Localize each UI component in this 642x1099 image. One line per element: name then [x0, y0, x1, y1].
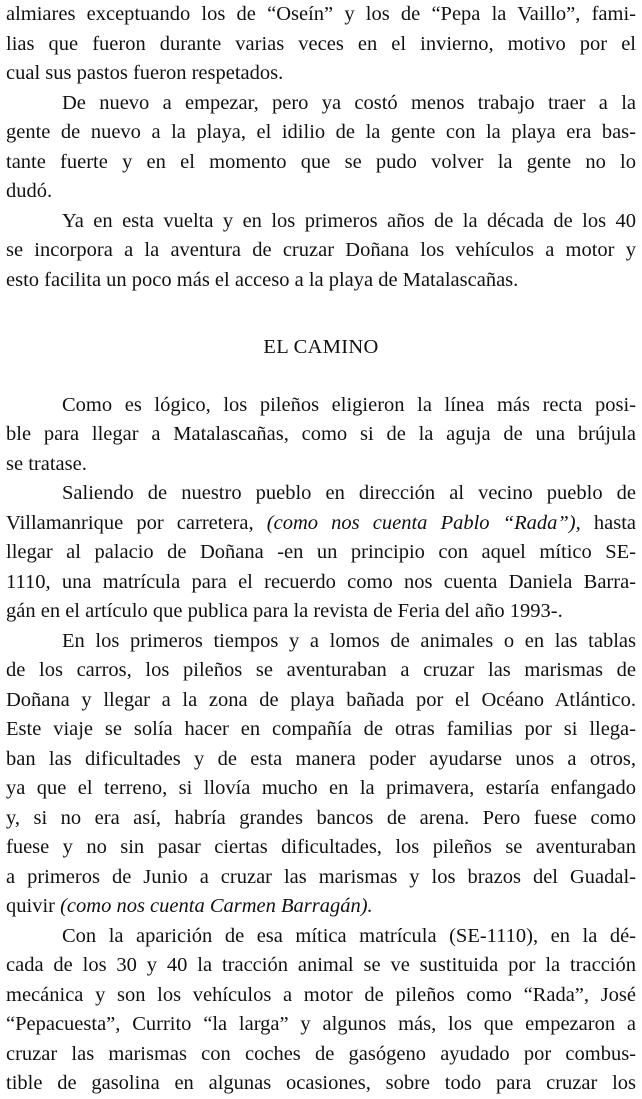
- text-line: cual sus pastos fueron respetados.: [6, 62, 284, 84]
- text-segment: quivir: [6, 895, 61, 917]
- text-line: En los primeros tiempos y a lomos de animales o en las tablas: [62, 629, 636, 652]
- text-line: esto facilita un poco más el acceso a la playa de Matalascañas.: [6, 268, 519, 291]
- text-line: de los carros, los pileños se aventuraban a cruzar las marismas de: [6, 659, 636, 681]
- text-segment: Villamanrique por carretera,: [6, 511, 267, 534]
- text-line: Saliendo de nuestro pueblo en dirección al vecino pueblo de: [62, 482, 636, 504]
- text-line: cada de los 30 y 40 la tracción animal se ve sustituida por la tracción: [6, 954, 636, 976]
- text-line: 1110, una matrícula para el recuerdo como nos cuenta Daniela Barra-: [6, 570, 636, 593]
- paragraph: [6, 391, 636, 480]
- text-line: “Pepacuesta”, Currito “la larga” y algunos más, los que empezaron a: [6, 1013, 636, 1035]
- text-line: tible de gasolina en algunas ocasiones, sobre todo para cruzar los: [6, 1072, 636, 1094]
- paragraph: [6, 627, 636, 922]
- text-segment: hasta: [580, 511, 637, 534]
- text-line: gente de nuevo a la playa, el idilio de la gente con la playa era bas-: [6, 121, 636, 143]
- paragraph: [6, 89, 636, 207]
- text-line: se tratase.: [6, 452, 87, 475]
- paragraph: [6, 207, 636, 296]
- italic-citation: (como nos cuenta Pablo “Rada”),: [266, 511, 581, 534]
- italic-citation: (como nos cuenta Carmen Barragán).: [60, 895, 373, 917]
- text-line: Doñana y llegar a la zona de playa bañada por el Océano Atlántico.: [6, 688, 636, 711]
- spacer: [6, 295, 636, 333]
- text-line: ble para llegar a Matalascañas, como si de la aguja de una brújula: [6, 423, 636, 445]
- text-line: se incorpora a la aventura de cruzar Doñana los vehículos a motor y: [6, 239, 636, 261]
- text-line: dudó.: [6, 180, 53, 202]
- text-line: Como es lógico, los pileños eligieron la línea más recta posi-: [62, 393, 636, 416]
- paragraph: [6, 922, 636, 1099]
- text-line: mecánica y son los vehículos a motor de pileños como “Rada”, José: [6, 983, 636, 1006]
- spacer: [6, 363, 636, 391]
- text-line: tante fuerte y en el momento que se pudo volver la gente no lo: [6, 150, 636, 173]
- document-page: [6, 0, 636, 1099]
- text-line: y, si no era así, habría grandes bancos de arena. Pero fuese como: [6, 806, 636, 829]
- text-line: ya que el terreno, si llovía mucho en la primavera, estaría enfangado: [6, 777, 636, 799]
- section-heading: EL CAMINO: [263, 336, 379, 358]
- text-line: Ya en esta vuelta y en los primeros años de la década de los 40: [62, 209, 636, 232]
- text-line: [6, 509, 636, 539]
- text-line: a primeros de Junio a cruzar las marismas y los brazos del Guadal-: [6, 865, 636, 888]
- text-line: ban las dificultades y de esta manera poder ayudarse unos a otros,: [6, 747, 636, 770]
- text-line: De nuevo a empezar, pero ya costó menos trabajo traer a la: [62, 91, 636, 114]
- text-line: Con la aparición de esa mítica matrícula (SE-1110), en la dé-: [62, 924, 636, 947]
- text-line: fuese y no sin pasar ciertas dificultades, los pileños se aventuraban: [6, 836, 636, 858]
- text-line: llegar al palacio de Doñana -en un principio con aquel mítico SE-: [6, 541, 636, 563]
- paragraph: [6, 479, 636, 627]
- text-line: almiares exceptuando los de “Oseín” y los de “Pepa la Vaillo”, fami-: [6, 3, 636, 25]
- text-line: Este viaje se solía hacer en compañía de otras familias por si llega-: [6, 718, 636, 740]
- paragraph: [6, 0, 636, 89]
- text-line: gán en el artículo que publica para la revista de Feria del año 1993-.: [6, 600, 563, 622]
- text-line: [6, 892, 636, 922]
- text-line: lias que fueron durante varias veces en el invierno, motivo por el: [6, 32, 636, 55]
- text-line: cruzar las marismas con coches de gasógeno ayudado por combus-: [6, 1042, 636, 1065]
